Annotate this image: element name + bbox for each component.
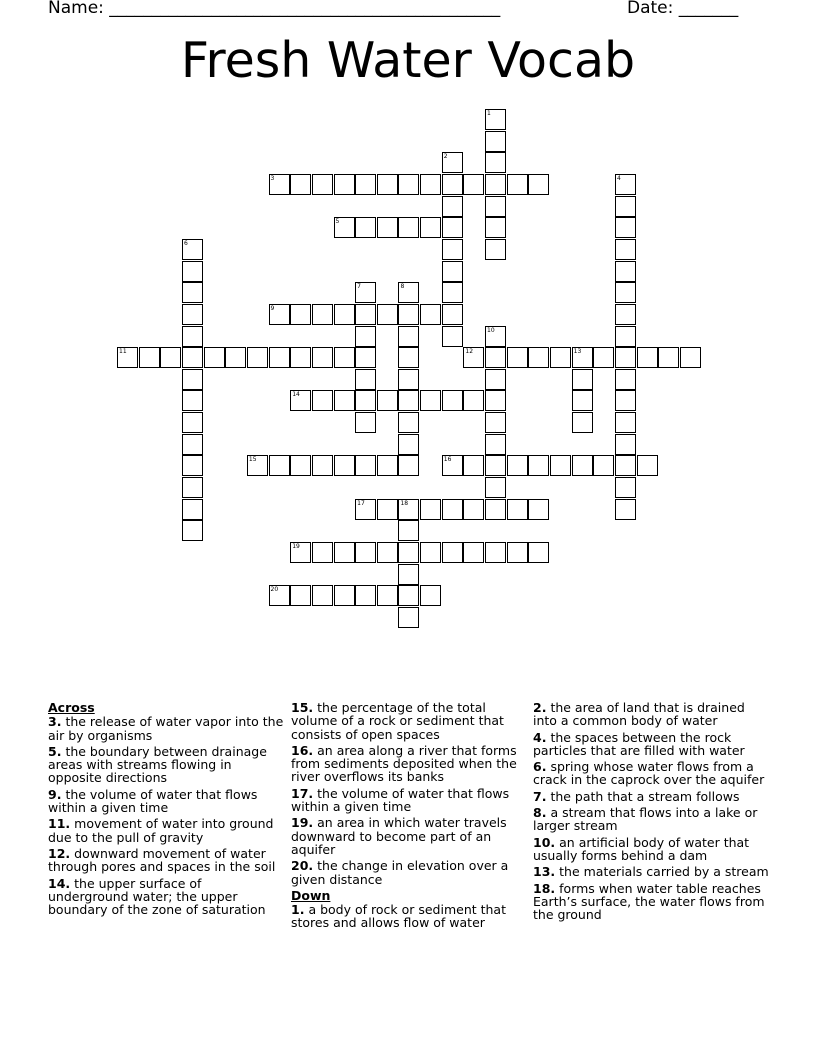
grid-cell[interactable] <box>507 542 528 563</box>
grid-cell[interactable] <box>398 304 419 325</box>
grid-cell[interactable] <box>398 542 419 563</box>
grid-cell[interactable] <box>269 455 290 476</box>
grid-cell[interactable] <box>182 347 203 368</box>
clue-number: 11 <box>119 348 127 356</box>
clue-across-9: 9. the volume of water that flows within a given time <box>48 786 258 816</box>
grid-cell[interactable] <box>528 542 549 563</box>
clue-number: 1 <box>487 110 491 117</box>
grid-cell[interactable] <box>290 455 311 476</box>
grid-cell[interactable] <box>334 585 355 606</box>
grid-cell[interactable] <box>334 174 355 195</box>
grid-cell[interactable] <box>398 326 419 347</box>
grid-cell[interactable] <box>355 412 376 433</box>
grid-cell[interactable] <box>485 390 506 411</box>
grid-cell[interactable] <box>615 261 636 282</box>
name-field[interactable]: Name: ______________________________________________ <box>48 0 501 18</box>
grid-cell[interactable] <box>355 217 376 238</box>
grid-cell[interactable] <box>398 607 419 628</box>
grid-cell[interactable] <box>334 347 355 368</box>
clue-across-14: 14. the upper surface of underground water; the upper boundary of the zone of saturation <box>48 875 266 918</box>
grid-cell[interactable] <box>442 326 463 347</box>
grid-cell[interactable] <box>355 499 376 520</box>
grid-cell[interactable] <box>377 455 398 476</box>
grid-cell[interactable] <box>182 304 203 325</box>
grid-cell[interactable] <box>442 174 463 195</box>
grid-cell[interactable] <box>182 326 203 347</box>
grid-cell[interactable] <box>442 196 463 217</box>
grid-cell[interactable] <box>637 347 658 368</box>
clue-down-8: 8. a stream that flows into a lake or larger stream <box>533 805 758 834</box>
grid-cell[interactable] <box>398 347 419 368</box>
grid-cell[interactable] <box>225 347 246 368</box>
grid-cell[interactable] <box>355 326 376 347</box>
grid-cell[interactable] <box>615 196 636 217</box>
grid-cell[interactable] <box>485 239 506 260</box>
grid-cell[interactable] <box>615 369 636 390</box>
grid-cell[interactable] <box>355 174 376 195</box>
grid-cell[interactable] <box>572 347 593 368</box>
grid-cell[interactable] <box>442 304 463 325</box>
grid-cell[interactable] <box>247 347 268 368</box>
clue-number: 14 <box>292 391 300 399</box>
grid-cell[interactable] <box>334 390 355 411</box>
grid-cell[interactable] <box>269 347 290 368</box>
grid-cell[interactable] <box>442 390 463 411</box>
grid-cell[interactable] <box>420 499 441 520</box>
clue-number: 2 <box>443 153 448 161</box>
clue-number: 16 <box>443 456 452 464</box>
grid-cell[interactable] <box>550 347 571 368</box>
grid-cell[interactable] <box>463 174 484 195</box>
grid-cell[interactable] <box>528 455 549 476</box>
clue-number: 19 <box>292 543 300 550</box>
grid-cell[interactable] <box>528 174 549 195</box>
grid-cell[interactable] <box>528 347 549 368</box>
clues-column-3 <box>533 701 769 924</box>
grid-cell[interactable] <box>615 347 636 368</box>
clue-number: 12 <box>465 348 474 356</box>
grid-cell[interactable] <box>398 174 419 195</box>
grid-cell[interactable] <box>442 217 463 238</box>
grid-cell[interactable] <box>615 174 636 195</box>
grid-cell[interactable] <box>312 542 333 563</box>
grid-cell[interactable] <box>615 434 636 455</box>
grid-cell[interactable] <box>485 109 506 130</box>
grid-cell[interactable] <box>420 390 441 411</box>
grid-cell[interactable] <box>355 542 376 563</box>
grid-cell[interactable] <box>485 196 506 217</box>
clue-number: 8 <box>400 283 405 291</box>
clue-across-5: 5. the boundary between drainage areas with streams flowing in opposite directions <box>48 743 267 786</box>
clue-down-13: 13. the materials carried by a stream <box>533 864 769 880</box>
grid-cell[interactable] <box>463 455 484 476</box>
grid-cell[interactable] <box>398 369 419 390</box>
grid-cell[interactable] <box>182 369 203 390</box>
grid-cell[interactable] <box>442 542 463 563</box>
grid-cell[interactable] <box>398 520 419 541</box>
grid-cell[interactable] <box>593 347 614 368</box>
clue-down-18: 18. forms when water table reaches Earth’s surface, the water flows from the ground <box>533 880 765 923</box>
clue-number: 4 <box>616 174 621 182</box>
grid-cell[interactable] <box>398 499 419 520</box>
grid-cell[interactable] <box>572 455 593 476</box>
down-heading: Down <box>291 887 331 903</box>
clue-number: 20 <box>270 586 279 594</box>
clue-number: 3 <box>270 174 275 182</box>
grid-cell[interactable] <box>615 390 636 411</box>
grid-cell[interactable] <box>485 412 506 433</box>
grid-cell[interactable] <box>507 455 528 476</box>
grid-cell[interactable] <box>377 542 398 563</box>
grid-cell[interactable] <box>398 217 419 238</box>
grid-cell[interactable] <box>442 261 463 282</box>
clue-number: 9 <box>270 304 275 312</box>
grid-cell[interactable] <box>615 499 636 520</box>
grid-cell[interactable] <box>507 499 528 520</box>
grid-cell[interactable] <box>658 347 679 368</box>
grid-cell[interactable] <box>528 499 549 520</box>
clue-down-1: 1. a body of rock or sediment that stores and allows flow of water <box>291 902 506 931</box>
grid-cell[interactable] <box>420 174 441 195</box>
grid-cell[interactable] <box>420 304 441 325</box>
grid-cell[interactable] <box>463 390 484 411</box>
clue-number: 5 <box>335 218 340 226</box>
grid-cell[interactable] <box>615 304 636 325</box>
clue-across-15: 15. the percentage of the total volume of a rock or sediment that consists of open spaces <box>291 700 504 742</box>
clue-down-4: 4. the spaces between the rock particles that are filled with water <box>533 729 745 758</box>
clue-number: 6 <box>183 239 188 247</box>
grid-cell[interactable] <box>442 152 463 173</box>
grid-cell[interactable] <box>312 347 333 368</box>
page-title: Fresh Water Vocab <box>180 32 636 89</box>
grid-cell[interactable] <box>182 412 203 433</box>
grid-cell[interactable] <box>290 542 311 563</box>
clues-column-1 <box>48 701 284 919</box>
grid-cell[interactable] <box>182 261 203 282</box>
grid-cell[interactable] <box>398 585 419 606</box>
grid-cell[interactable] <box>398 434 419 455</box>
grid-cell[interactable] <box>615 412 636 433</box>
clue-number: 13 <box>573 348 582 356</box>
grid-cell[interactable] <box>290 347 311 368</box>
clue-down-6: 6. spring whose water flows from a crack in the caprock over the aquifer <box>533 759 765 788</box>
clue-down-10: 10. an artificial body of water that usually forms behind a dam <box>533 834 750 863</box>
grid-cell[interactable] <box>398 282 419 303</box>
date-field[interactable]: Date: _______ <box>627 0 739 18</box>
grid-cell[interactable] <box>355 455 376 476</box>
clue-number: 15 <box>248 456 257 464</box>
grid-cell[interactable] <box>463 499 484 520</box>
grid-cell[interactable] <box>247 455 268 476</box>
grid-cell[interactable] <box>182 455 203 476</box>
grid-cell[interactable] <box>420 585 441 606</box>
grid-cell[interactable] <box>312 174 333 195</box>
grid-cell[interactable] <box>637 455 658 476</box>
grid-cell[interactable] <box>334 217 355 238</box>
grid-cell[interactable] <box>442 282 463 303</box>
grid-cell[interactable] <box>312 585 333 606</box>
clue-across-11: 11. movement of water into ground due to the pull of gravity <box>48 816 274 845</box>
grid-cell[interactable] <box>377 585 398 606</box>
clue-across-3: 3. the release of water vapor into the air by organisms <box>48 714 284 743</box>
grid-cell[interactable] <box>442 455 463 476</box>
grid-cell[interactable] <box>355 347 376 368</box>
grid-cell[interactable] <box>420 542 441 563</box>
clue-across-19: 19. an area in which water travels downward to become part of an aquifer <box>291 815 507 857</box>
grid-cell[interactable] <box>572 390 593 411</box>
grid-cell[interactable] <box>269 174 290 195</box>
grid-cell[interactable] <box>485 152 506 173</box>
grid-cell[interactable] <box>355 390 376 411</box>
clue-number: 7 <box>357 283 361 291</box>
grid-cell[interactable] <box>485 434 506 455</box>
grid-cell[interactable] <box>550 455 571 476</box>
grid-cell[interactable] <box>290 585 311 606</box>
grid-cell[interactable] <box>182 239 203 260</box>
grid-cell[interactable] <box>485 326 506 347</box>
clue-number: 17 <box>357 499 365 507</box>
grid-cell[interactable] <box>485 369 506 390</box>
grid-cell[interactable] <box>680 347 701 368</box>
grid-cell[interactable] <box>377 174 398 195</box>
grid-cell[interactable] <box>355 282 376 303</box>
grid-cell[interactable] <box>485 217 506 238</box>
grid-cell[interactable] <box>593 455 614 476</box>
grid-cell[interactable] <box>615 455 636 476</box>
grid-cell[interactable] <box>485 174 506 195</box>
grid-cell[interactable] <box>160 347 181 368</box>
grid-cell[interactable] <box>355 369 376 390</box>
grid-cell[interactable] <box>377 217 398 238</box>
grid-cell[interactable] <box>182 477 203 498</box>
grid-cell[interactable] <box>334 304 355 325</box>
grid-cell[interactable] <box>507 174 528 195</box>
clue-number: 10 <box>487 326 495 334</box>
grid-cell[interactable] <box>377 390 398 411</box>
clue-number: 18 <box>400 499 409 507</box>
grid-cell[interactable] <box>182 499 203 520</box>
grid-cell[interactable] <box>269 304 290 325</box>
grid-cell[interactable] <box>442 239 463 260</box>
grid-cell[interactable] <box>485 347 506 368</box>
clue-across-16: 16. an area along a river that forms from sediments deposited when the river overflows its banks <box>291 742 517 785</box>
clue-across-12: 12. downward movement of water through pores and spaces in the soil <box>48 845 276 875</box>
grid-cell[interactable] <box>139 347 160 368</box>
grid-cell[interactable] <box>398 412 419 433</box>
grid-cell[interactable] <box>290 390 311 411</box>
clue-across-17: 17. the volume of water that flows within a given time <box>291 785 510 815</box>
grid-cell[interactable] <box>290 174 311 195</box>
grid-cell[interactable] <box>485 542 506 563</box>
grid-cell[interactable] <box>355 304 376 325</box>
clues-column-2 <box>291 701 527 933</box>
grid-cell[interactable] <box>398 564 419 585</box>
grid-cell[interactable] <box>377 304 398 325</box>
grid-cell[interactable] <box>182 390 203 411</box>
grid-cell[interactable] <box>398 390 419 411</box>
grid-cell[interactable] <box>615 326 636 347</box>
grid-cell[interactable] <box>485 499 506 520</box>
clue-across-20: 20. the change in elevation over a given distance <box>291 858 509 887</box>
grid-cell[interactable] <box>485 131 506 152</box>
grid-cell[interactable] <box>572 412 593 433</box>
grid-cell[interactable] <box>117 347 138 368</box>
grid-cell[interactable] <box>442 499 463 520</box>
grid-cell[interactable] <box>507 347 528 368</box>
grid-cell[interactable] <box>615 217 636 238</box>
grid-cell[interactable] <box>572 369 593 390</box>
grid-cell[interactable] <box>182 282 203 303</box>
clue-down-7: 7. the path that a stream follows <box>533 788 740 804</box>
grid-cell[interactable] <box>312 390 333 411</box>
grid-cell[interactable] <box>204 347 225 368</box>
clue-down-2: 2. the area of land that is drained into a common body of water <box>533 700 745 729</box>
grid-cell[interactable] <box>312 455 333 476</box>
grid-cell[interactable] <box>334 542 355 563</box>
grid-cell[interactable] <box>355 585 376 606</box>
grid-cell[interactable] <box>463 542 484 563</box>
grid-cell[interactable] <box>420 217 441 238</box>
across-heading: Across <box>48 700 95 715</box>
grid-cell[interactable] <box>615 239 636 260</box>
grid-cell[interactable] <box>615 282 636 303</box>
grid-cell[interactable] <box>290 304 311 325</box>
grid-cell[interactable] <box>312 304 333 325</box>
grid-cell[interactable] <box>615 477 636 498</box>
grid-cell[interactable] <box>377 499 398 520</box>
grid-cell[interactable] <box>182 520 203 541</box>
grid-cell[interactable] <box>463 347 484 368</box>
grid-cell[interactable] <box>485 455 506 476</box>
grid-cell[interactable] <box>485 477 506 498</box>
grid-cell[interactable] <box>334 455 355 476</box>
grid-cell[interactable] <box>182 434 203 455</box>
grid-cell[interactable] <box>269 585 290 606</box>
grid-cell[interactable] <box>398 455 419 476</box>
